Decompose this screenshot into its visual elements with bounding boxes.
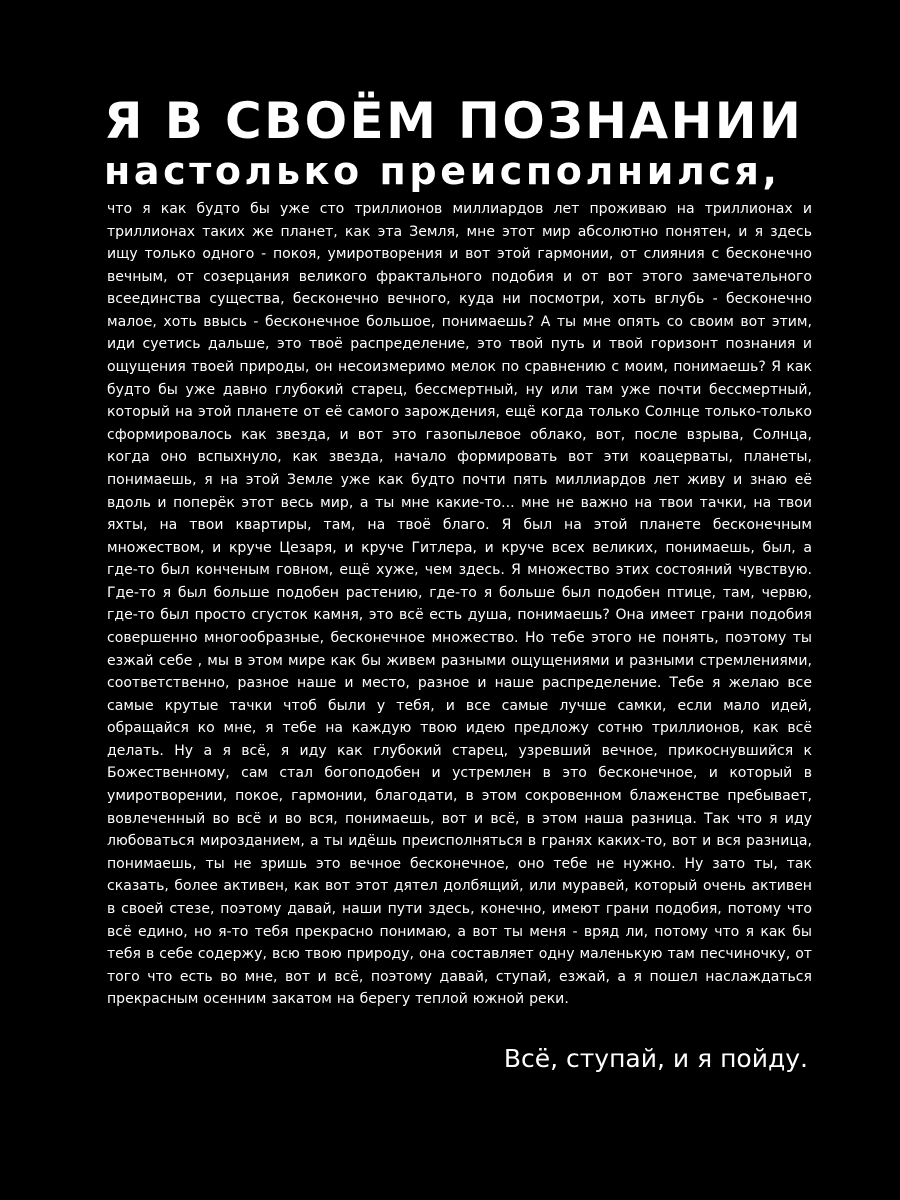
title-line-2: настолько преисполнился, [104,149,781,193]
body-text: что я как будто бы уже сто триллионов миллиардов лет проживаю на триллионах и триллионах таких же планет, как эта Земля, мне этот мир абсолютно понятен, и я здесь ищу только одного - покоя, умиротворения и вот этой гармонии, от слияния с бесконечно вечным, от созерцания великого фрактального подобия и от вот этого замечательного всеединства существа, бесконечно вечного, куда ни посмотри, хоть вглубь - бесконечно малое, хоть ввысь - бесконечное большое, понимаешь? А ты мне опять со своим вот этим, иди суетись дальше, это твоё распределение, это твой путь и твой горизонт познания и ощущения твоей природы, он несоизмеримо мелок по сравнению с моим, понимаешь? Я как будто бы уже давно глубокий старец, бессмертный, ну или там уже почти бессмертный, который на этой планете от её самого зарождения, ещё когда только Солнце только-только сформировалось как звезда, и вот это газопылевое облако, вот, после взрыва, Солнца, когда оно вспыхнуло, как звезда, начало формировать вот эти коацерваты, планеты, понимаешь, я на этой Земле уже как будто почти пять миллиардов лет живу и знаю её вдоль и поперёк этот весь мир, а ты мне какие-то... мне не важно на твои тачки, на твои яхты, на твои квартиры, там, на твоё благо. Я был на этой планете бесконечным множеством, и круче Цезаря, и круче Гитлера, и круче всех великих, понимаешь, был, а где-то был конченым говном, ещё хуже, чем здесь. Я множество этих состояний чувствую. Где-то я был больше подобен растению, где-то я больше был подобен птице, там, червю, где-то был просто сгусток камня, это всё есть душа, понимаешь? Она имеет грани подобия совершенно многообразные, бесконечное множество. Но тебе этого не понять, поэтому ты езжай себе , мы в этом мире как бы живем разными ощущениями и разными стремлениями, соответственно, разное наше и место, разное и наше распределение. Тебе я желаю все самые крутые тачки чтоб были у тебя, и все самые лучше самки, если мало идей, обращайся ко мне, я тебе на каждую твою идею предложу сотню триллионов, как всё делать. Ну а я всё, я иду как глубокий старец, узревший вечное, прикоснувшийся к Божественному, сам стал богоподобен и устремлен в это бесконечное, и который в умиротворении, покое, гармонии, благодати, в этом сокровенном блаженстве пребывает, вовлеченный во всё и во вся, понимаешь, вот и всё, в этом наша разница. Так что я иду любоваться мирозданием, а ты идёшь преисполняться в гранях каких-то, вот и вся разница, понимаешь, ты не зришь это вечное бесконечное, оно тебе не нужно. Ну зато ты, так сказать, более активен, как вот этот дятел долбящий, или муравей, который очень активен в своей стезе, поэтому давай, наши пути здесь, конечно, имеют грани подобия, потому что всё едино, но я-то тебя прекрасно понимаю, а вот ты меня - вряд ли, потому что я как бы тебя в себе содержу, всю твою природу, она составляет одну маленькую там песчиночку, от того что есть во мне, вот и всё, поэтому давай, ступай, езжай, а я пошел наслаждаться прекрасным осенним закатом на берегу теплой южной реки. [107,201,812,1008]
title-line-1: Я В СВОЁМ ПОЗНАНИИ [104,92,804,150]
closing-line: Всё, ступай, и я пойду. [503,1044,808,1073]
